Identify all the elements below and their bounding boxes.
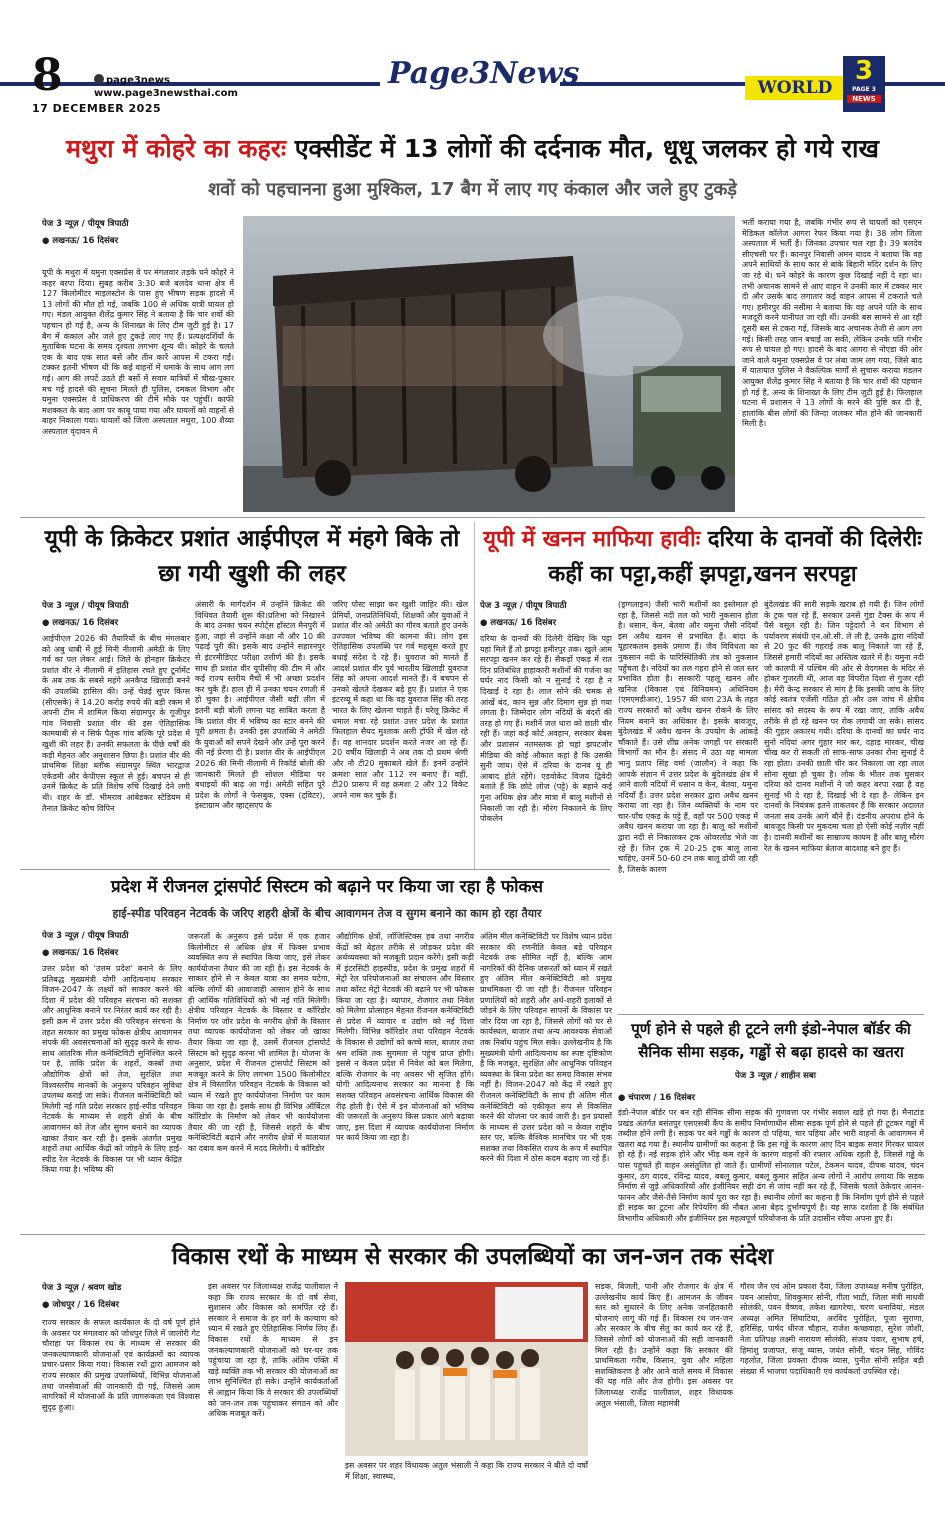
vikas-col-1: राज्य सरकार के सफल कार्यकाल के दो वर्ष पूर्ण होने के अवसर पर मंगलवार को जोधपुर जिले में जालोरी गेट चौराहा पर विकास रथ के माध्यम से सरकार की जनकल्याणकारी योजनाओं एवं कार्यक्रमों का व्यापक प्रचार-प्रसार किया गया। विकास रथों द्वारा आमजन को राज्य सरकार की प्रमुख उपलब्धियों, विभिन्न योजनाओं तथा जनसेवाओं की जानकारी दी गई, जिससे आम नागरिकों में योजनाओं के प्रति जागरूकता एवं विश्वास सुदृढ़ हुआ। bbox=[42, 1318, 200, 1412]
mining-col-1: दरिया के दानवों की दिलेरी देखिए कि पट्टा यहां मिले हैं तो झपट्टा हमीरपुर तक। खुले आम सरपट्टा खनन कर रहे हैं। सैकड़ों एकड़ में रात दिन प्रतिबंधित हाहाकारी मशीनों की गर्जना का घर्घर नाद किसी को न सुनाई दे रहा है न दिखाई दे रहा है। लाल सोने की चमक से आंखें बंद, कान सुन्न और दिमाग सुन्न हो गया लगता है। जिम्मेदार लोग नदियों के बंदरों की तरह हो गए हैं। मशीनें जल धारा को छाती चीर रही हैं। जहां कई कोर्ट अवहान, सरकार बेबस और प्रशासन नतमस्तक हो चहां झपटजोर मीडिया की कोई औकात कहां है कि उसकी सुनी जाय। ऐसे में दरिया के दानव यूं ही आबाद होते रहेंगे। एडवोकेट विजय द्विवेदी बताते हैं कि छोटे लोज (पट्टे) के बहाने कई गुना अधिक क्षेत्र और मात्रा में बालू मशीनों से निकाली जा रही है। मौरंग निकालने के लिए पोकलेन bbox=[480, 634, 612, 824]
masthead bbox=[0, 52, 945, 114]
transport-dateline: ● लखनऊ/ 16 दिसंबर bbox=[42, 948, 119, 958]
social-icon bbox=[94, 74, 104, 84]
cricket-headline: यूपी के क्रिकेटर प्रशांत आईपीएल में मंहगे बिके तो छा गयी खुशी की लहर bbox=[44, 526, 460, 587]
transport-subheadline: हाई-स्पीड परिवहन नेटवर्क के जरिए शहरी क्षेत्रों के बीच आवागमन तेज व सुगम बनाने का काम हो रहा तैयार bbox=[112, 907, 542, 920]
vikas-col-2: इस अवसर पर जिलाध्यक्ष राजेंद्र पालीवाल ने कहा कि राज्य सरकार के दो वर्ष सेवा, सुशासन और विकास को समर्पित रहे हैं। सरकार ने समाज के हर वर्ग के कल्याण को ध्यान में रखते हुए ऐतिहासिक निर्णय लिए हैं। विकास रथों के माध्यम से इन जनकल्याणकारी योजनाओं को घर-घर तक पहुंचाया जा रहा है, ताकि अंतिम पंक्ति में खड़े व्यक्ति तक भी सरकार की योजनाओं का लाभ सुनिश्चित हो सके। उन्होंने कार्यकर्ताओं से आह्वान किया कि वे सरकार की उपलब्धियों को जन-जन तक पहुंचाकर संगठन को और अधिक मजबूत करें। bbox=[208, 1282, 338, 1419]
mining-headline-black: दरिया के दानवों की दिलेरीः कहीं का पट्टा,कहीं झपट्टा,खनन सरपट्टा bbox=[548, 527, 922, 587]
issue-date: 17 DECEMBER 2025 bbox=[32, 102, 162, 115]
lead-subheadline: शवों को पहचानना हुआ मुश्किल, 17 बैग में लाए गए कंकाल और जले हुए टुकड़े bbox=[208, 179, 737, 200]
transport-col-2: जरूरतों के अनुरूप इसे प्रदेश में एक हजार किलोमीटर से अधिक क्षेत्र में फिक्स प्रभाव व्यवस्थित रूप से स्थापित किया जाए, इसे लेकर कार्ययोजना तैयार की जा रही है। इस नेटवर्क के साकार होने से न केवल यात्रा का समय घटेगा, बल्कि लोगों की आवाजाही आसान होने के साथ ही आर्थिक गतिविधियों को भी नई गति मिलेगी। क्षेत्रीय परिवहन नेटवर्क के विस्तार व कॉरिडोर निर्माण पर जोर प्रदेश के नगरीय क्षेत्रों के विस्तार तथा व्यापक कार्ययोजना को लेकर जो खाका तैयार किया जा रहा है, उसमें रीजनल ट्रांसपोर्ट सिस्टम को सुदृढ़ करना भी शामिल है। योजना के अनुसार, प्रदेश में रीजनल ट्रांसपोर्ट सिस्टम को मजबूत करने के लिए लगभग 1500 किलोमीटर क्षेत्र में विस्तारित परिवहन नेटवर्क के विकास को ध्यान में रखते हुए कार्ययोजना निर्माण पर काम किया जा रहा है। इसके साथ ही विभिन्न ऑर्बिटल कॉरिडोर के निर्माण को लेकर भी कार्ययोजना तैयार की जा रही है, जिससे शहरों के बीच कनेक्टिविटी बढ़ाने और नगरीय क्षेत्रों में यातायात का दबाव कम करने में मदद मिलेगी। ये कॉरिडोर bbox=[188, 932, 330, 1153]
logo: Page3News bbox=[380, 56, 560, 91]
lead-photo-burnt-bus bbox=[243, 216, 735, 512]
lead-headline-red: मथुरा में कोहरे का कहरः bbox=[66, 134, 287, 163]
section-label: WORLD bbox=[745, 76, 845, 100]
border-body: इंडो-नेपाल बॉर्डर पर बन रही सैनिक सीमा सड़क की गुणवत्ता पर गंभीर सवाल खड़े हो गया है। मैनाटांड़ प्रखंड अंतर्गत बसंतपुर एसएसबी कैंप के समीप निर्माणाधीन सीमा सड़क पूर्ण होने से पहले ही टूटकर गड्ढों में तब्दील होने लगी है। सड़क पर बने गड्ढों के कारण दो पहिया, चार पहिया और भारी वाहनों के आवागमन में खतरा बढ़ गया है। स्थानीय ग्रामीणों का कहना है कि इस गड्ढे के कारण आए दिन बाइक सवार गिरकर घायल हो रहे हैं। नई सड़क होने और भीड़ कम रहने के कारण वाहनों की रफ्तार अधिक रहती है, जिससे गड्ढे के पास पहुंचते ही वाहन असंतुलित हो जाते हैं। ग्रामीणों सोनालाल पटेल, टेकमन यादव, दीपक यादव, चंदन कुमार, ठग यादव, रविन्द्र यादव, बबलू कुमार, बबलू कुमार सहित अन्य लोगों ने आरोप लगाया कि सड़क निर्माण से जुड़े अधिकारियों और इंजीनियर सही ढंग से जांच नहीं कर रहे हैं, जिसके चलते ठेकेदार आनन-फानन और जैसे-तैसे निर्माण कार्य पूरा कर रहा है। स्थानीय लोगों का कहना है कि निर्माण पूर्ण होने से पहले ही सड़क का टूटना और रिपेयरिंग की नौबत आना बेहद दुर्भाग्यपूर्ण है। यह साफ दर्शाता है कि संबंधित विभागीय अधिकारी और इंजीनियर इस महत्वपूर्ण परियोजना के प्रति उदासीन रवैया अपना हुए हैं। bbox=[618, 1108, 924, 1223]
mining-byline-block bbox=[480, 600, 620, 631]
lead-byline-block bbox=[42, 218, 242, 249]
vikas-col-3: सड़क, बिजली, पानी और रोजगार के क्षेत्र में उल्लेखनीय कार्य किए हैं। आमजन के जीवन स्तर को सुधारने के लिए अनेक जनहितकारी योजनाएं लागू की गई हैं। विकास रथ जन-जन और सरकार के बीच सेतु का कार्य कर रहे हैं, जिससे लोगों को योजनाओं की सही जानकारी मिल रही है। उन्होंने कहा कि सरकार की प्राथमिकता गरीब, किसान, युवा और महिला सशक्तिकरण है और आने वाले समय में विकास की यह गति और तेज होगी। इस अवसर पर जिलाध्यक्ष राजेंद्र पालीवाल, शहर विधायक अतुल भंसाली, जिला महामंत्री bbox=[595, 1282, 733, 1408]
transport-byline: पेज 3 न्यूज़ / पीयूष त्रिपाठी bbox=[42, 931, 129, 941]
mining-byline: पेज 3 न्यूज़ / पीयूष त्रिपाठी bbox=[480, 601, 567, 611]
brand-badge bbox=[843, 56, 885, 112]
cricket-bottom-rule bbox=[20, 869, 610, 870]
cricket-col-3: जरिए पोस्ट साझा कर खुशी जाहिर की। खेल प्रेमियों, जनप्रतिनिधियों, शिक्षकों और युवाओं ने प्रशांत वीर को अमेठी का गौरव बताते हुए उनके उज्ज्वल भविष्य की कामना की। लोग इस ऐतिहासिक उपलब्धि पर गर्व महसूस करते हुए बधाई संदेश दे रहे हैं। युवराज को मानते हैं आदर्श प्रशांत वीर पूर्व भारतीय खिलाड़ी युवराज सिंह को अपना आदर्श मानते हैं। वे बचपन से उनको खेलते देखकर बड़े हुए हैं। प्रशांत ने एक इंटरव्यू में कहा था कि वह युवराज सिंह की तरह भारत के लिए खेलना चाहते हैं। घरेलू क्रिकेट में धमाल मचा रहे प्रशांत उत्तर प्रदेश के प्रशांत फिलहाल सैयद मुश्ताक अली ट्रॉफी में खेल रहे हैं। वह शानदार प्रदर्शन करते नजर आ रहे हैं। 20 वर्षीय खिलाड़ी ने अब तक दो प्रथम श्रेणी और नौ टी20 मुकाबले खेले हैं। इनमें उन्होंने क्रमशः सात और 112 रन बनाए हैं। वहीं, टी20 प्रारूप में वह क्रमशः 2 और 12 विकेट अपने नाम कर चुके हैं। bbox=[332, 600, 468, 800]
cricket-col-2: अंसारी के मार्गदर्शन में उन्होंने क्रिकेट की विधिवत तैयारी शुरू की।प्रतिभा को निखारने के बाद उनका चयन स्पोर्ट्स हॉस्टल मैनपुरी में हुआ, जहां से उन्होंने कक्षा नौ और 10 की पढ़ाई पूरी की। इसके बाद उन्होंने सहारनपुर से इंटरमीडिएट परीक्षा उत्तीर्ण की है। इसके साथ ही प्रशांत वीर यूपीसीए की टीम में और कई राज्य स्तरीय मैचों में भी अच्छा प्रदर्शन कर चुके हैं। हाल ही में उनका चयन रणजी में हो चुका है। आईपीएल जैसी बड़ी लीग में इतनी बड़ी बोली लगना यह साबित करता है कि प्रशांत वीर में भविष्य का स्टार बनने की पूरी क्षमता है। उनकी इस उपलब्धि ने अमेठी के युवाओं को सपने देखने और उन्हें पूरा करने की नई प्रेरणा दी है। प्रशांत वीर के आईपीएल 2026 की मिनी नीलामी में रिकॉर्ड बोली की जानकारी मिलते ही सोशल मीडिया पर बधाइयों की बाढ़ आ गई। अमेठी सहित पूरे प्रदेश के लोगों ने फेसबुक, एक्स (ट्विटर), इंस्टाग्राम और व्हाट्सएप के bbox=[195, 600, 325, 811]
lead-dateline: ● लखनऊ/ 16 दिसंबर bbox=[42, 236, 119, 246]
site-url[interactable]: www.page3newsthai.com bbox=[94, 88, 238, 99]
cricket-byline: पेज 3 न्यूज़ / पीयूष त्रिपाठी bbox=[42, 601, 129, 611]
lead-headline bbox=[20, 132, 925, 166]
lead-bottom-rule bbox=[20, 517, 925, 518]
lead-headline-black: एक्सीडेंट में 13 लोगों की दर्दनाक मौत, धूधू जलकर हो गये राख bbox=[286, 134, 879, 163]
mining-col-2: (ड्रग्गलाइन) जैसी भारी मशीनों का इस्तेमाल हो रहा है, जिससे नदी तल को भारी नुकसान होता है। धसान, केन, बेतवा और यमुना जैसी नदियाँ इस अवैध खनन से प्रभावित हैं। बांदा के यूहारकलम इसके प्रमाण हैं। जैव विविधता का नुकसान नदी के पारिस्थितिकी तंत्र को नुकसान पहुँचता है। नदियों का तल गहरा होने से जल स्तर प्रभावित होता है। सरकारी पहलू खनन और खनिज (विकास एवं विनियमन) अधिनियम (एमएमडीआर), 1957 की धारा 23A के तहत राज्य सरकारों को अवैध खनन रोकने के लिए नियम बनाने का अधिकार है। इसके बावजूद, बुंदेलखंड में अवैध खनन के उपयोग के आंकड़े चौंकाते हैं। उसे शीघ्र अनेक जगहों पर सरकारी विभागों का मौन है। संसद में उठा यह मामला भानु प्रताप सिंह वर्मा (जालौन) ने कहा कि आपके संज्ञान में उत्तर प्रदेश के बुंदेलखंड क्षेत्र में आने वाली नदियों में धसान व केन, बेतवा, यमुना नदियाँ हैं। उत्तर प्रदेश सरकार द्वारा अवैध खनन कराया जा रहा है। जिन व्यक्तियों के नाम पर चार-पाँच एकड़ के पट्टे हैं, वहाँ पर 500 एकड़ में अवैध खनन कराया जा रहा है। बालू को मशीनों द्वारा नदी से निकालकर ट्रक ओवरलोड भेजे जा रहे हैं। जिन ट्रक में 20-25 ट्रक बालू लाना चाहिए, उनमें 50-60 टन तक बालू ढोयी जा रही है, जिसके कारण bbox=[618, 600, 758, 874]
transport-byline-block bbox=[42, 930, 192, 961]
mining-bottom-rule bbox=[618, 1014, 924, 1015]
transport-headline: प्रदेश में रीजनल ट्रांसपोर्ट सिस्टम को बढ़ाने पर किया जा रहा है फोकस bbox=[110, 877, 544, 897]
mining-headline bbox=[480, 522, 925, 594]
vikas-photo-caption: इस अवसर पर शहर विधायक अतुल भंसाली ने कहा कि राज्य सरकार ने बीते दो वर्षों में शिक्षा, स्वास्थ्य, bbox=[345, 1461, 588, 1481]
cricket-col-1: आईपीएल 2026 की तैयारियों के बीच मंगलवार को अबु धाबी में हुई मिनी नीलामी अमेठी के लिए गर्व का पल लेकर आई। जिले के होनहार क्रिकेटर प्रशांत वीर ने नीलामी में इतिहास रचते हुए टूर्नामेंट के अब तक के सबसे महंगे अनकैप्ड खिलाड़ी बनने की उपलब्धि हासिल की। उन्हें चेन्नई सुपर किंग्स (सीएसके) ने 14.20 करोड़ रुपये की बड़ी रकम में अपनी टीम में शामिल किया संग्रामपुर के गूजीपुर गांव निवासी प्रशांत वीर की इस ऐतिहासिक कामयाबी से न सिर्फ पैतृक गांव बल्कि पूरे प्रदेश में खुशी की लहर है। उनकी सफलता के पीछे वर्षों की कड़ी मेहनत और अनुशासन छिपा है। प्रशांत वीर की प्राथमिक शिक्षा ब्लॉक संग्रामपुर स्थित भारद्वाज एकेडमी और केपीएस स्कूल से हुई। बचपन से ही उनमें क्रिकेट के प्रति विशेष रुचि दिखाई देने लगी थी। शहर के डॉ. भीमराव आंबेडकर स्टेडियम में तैनात क्रिकेट कोच विपिन bbox=[42, 634, 190, 813]
site-handle: page3news bbox=[94, 74, 170, 86]
mining-col-3: बुंदेलखंड की सारी सड़कें खराब हो गयी हैं। जिन लोगों के ट्रक चल रहे हैं, सरकार उनसे गुंडा टैक्स के रूप में पैसे वसूल रही है। जिन पट्टेदारों ने वन विभाग से पर्यावरण संबंधी एन.ओ.सी. ले ली है, उनके द्वारा नदियों से 20 फुट की गहराई तक बालू निकाले जा रहे हैं, जिससे हमारी नदियों का अस्तित्व खतरे में है। यमुना नदी जो कालपी में पश्चिम की ओर से वेदगमस के मंदिर से होकर गुजरती थी, आज वह विपरीत दिशा से गुजर रही है। मेरी केन्द्र सरकार से मांग है कि इसकी जांच के लिए कोई स्वतंत्र एजेंसी गठित हो और उस जांच में क्षेत्रीय सांसद को सदस्य के रूप में रखा जाए, ताकि अवैध तरीके से हो रहे खनन पर रोक लगायी जा सके। सांसद की गुहार अकारथ गयी। दरिया के दानवों का घर्घर नाद सुनो नदियां अगर गुहार मार कर, दहाड़ मारकर, चीख चीख कर रो सकती तो साफ-साफ उनका रोना सुनाई दे रहा होता। उनकी छाती चीर कर निकाला जा रहा लाल सोना सूखा हो चुका है। लोक के भीतर तक घुसकर दरिया को दानव मशीनों ने जो कहर बरपा रखा है वह सुनाई भी दे रहा है, दिखाई भी दे रहा है- लेकिन इन दानवों के नियंत्रक इतने ताकतवर हैं कि सरकार अदालत जनता सब उनके आगे बौने हैं। दंडनीय अपराध होने के बावजूद किसी पर मुकदमा चला हो ऐसी कोई नज़ीर नहीं है। दानवी मशीनों का साम्राज्य कायम है और बालू मौरंग रेत के खनन माफिया बेताज बादशाह बने हुए हैं। bbox=[764, 600, 924, 853]
vikas-byline-block bbox=[42, 1282, 192, 1313]
border-headline: पूर्ण होने से पहले ही टूटने लगी इंडो-नेपाल बॉर्डर की सैनिक सीमा सड़क, गड्ढों से बढ़ा हादसे का खतरा bbox=[631, 1020, 911, 1061]
badge-bottom: NEWS bbox=[847, 95, 881, 103]
border-byline: पेज 3 न्यूज़ / शाहीन सबा bbox=[735, 1071, 816, 1081]
page-number: 8 bbox=[32, 50, 63, 101]
lead-body-left: यूपी के मथुरा में यमुना एक्सप्रेस वे पर मंगलवार तड़के घने कोहरे ने कहर बरपा दिया। सुबह करीब 3:30 बजे बलदेव थाना क्षेत्र में 127 किलोमीटर माइलस्टोन के पास हुए भीषण सड़क हादसे में 13 लोगों की मौत हो गई, जबकि 100 से अधिक यात्री घायल हो गए। मंडल आयुक्त शैलेंद्र कुमार सिंह ने बताया है कि चार शवों की पहचान हो गई है, अन्य के शिनाख्त के लिए टीम जुटी हुई है। 17 बैग में कंकाल और जले हुए टुकड़े लाए गए हैं। प्रत्यक्षदर्शियों के मुताबिक घटना के समय दृश्यता लगभग शून्य थी। कोहरे के चलते एक के बाद एक सात बसें और तीन कारें आपस में टकरा गईं। टक्कर इतनी भीषण थी कि कई वाहनों में धमाके के साथ आग लग गई। आग की लपटें उठते ही बसों में सवार यात्रियों में चीख-पुकार मच गई हादसे की सूचना मिलते ही पुलिस, दमकल विभाग और यमुना एक्सप्रेस वे प्राधिकरण की टीमें मौके पर पहुंचीं। काफी मशक्कत के बाद आग पर काबू पाया गया और घायलों को वाहनों से बाहर निकाला गया। घायलों को जिला अस्पताल मथुरा, 100 शैय्या अस्पताल वृंदावन में bbox=[42, 268, 234, 436]
lead-body-right: भर्ती कराया गया है, जबकि गंभीर रूप से घायलों को एसएन मेडिकल कॉलेज आगरा रेफर किया गया है। 38 लोग जिला अस्पताल में भर्ती हैं। जिनका उपचार चल रहा है। 39 बलदेव सीएचसी पर हैं। कानपुर निवासी अमन यादव ने बताया कि वह अपने साथियों के साथ कार से बांके बिहारी मंदिर दर्शन के लिए जा रहे थे। घने कोहरे के कारण कुछ दिखाई नहीं दे रहा था। तभी अचानक सामने से आए वाहन ने उनकी कार में टक्कर मार दी और उसके बाद लगातार कई वाहन आपस में टकराते चले गए। हमीरपुर की नसीमा ने बताया कि वह अपने पति के साथ मजदूरी करने पानीपत जा रही थीं। उनकी बस सामने से आ रही दूसरी बस से टकरा गई, जिसके बाद अचानक तेजी से आग लग गई। किसी तरह जान बचाई जा सकी, लेकिन उनके पति गंभीर रूप से घायल हो गए। हादसे के बाद आगरा से नोएडा की ओर जाने वाले यमुना एक्सप्रेस वे पर लंबा जाम लग गया, जिसे बाद में यातायात पुलिस ने वैकल्पिक मार्गों से सुचारू कराया मंडलन आयुक्त शैलेंद्र कुमार सिंह ने बताया है कि चार शवों की पहचान हो गई है, अन्य के शिनाख्त के लिए टीम जुटी हुई है। फिलहाल घटना में प्रशासन ने 13 लोगों के मरने की पुष्टि कर दी है, हालांकि बीस लोगों की जिन्दा जलकर मौत होने की जानकारी मिली है। bbox=[742, 218, 922, 429]
transport-bottom-rule bbox=[20, 1234, 925, 1235]
cricket-dateline: ● लखनऊ/ 16 दिसंबर bbox=[42, 618, 119, 628]
mid-column-rule bbox=[474, 522, 475, 870]
badge-top: PAGE 3 bbox=[852, 86, 876, 93]
vikas-headline: विकास रथों के माध्यम से सरकार की उपलब्धियों का जन-जन तक संदेश bbox=[171, 1244, 774, 1270]
transport-col-3: औद्योगिक क्षेत्रों, लॉजिस्टिक्स हब तथा नगरीय केंद्रों को बेहतर तरीके से जोड़कर प्रदेश की अर्थव्यवस्था को मजबूती प्रदान करेंगे। इसी कड़ी में इंटरसिटी हाइस्पीड, प्रदेश के प्रमुख शहरों में मेट्रो रेल परियोजनाओं का संचालन और विस्तार तथा कॉरट मेट्रो नेटवर्क की बढ़ाने पर भी फोकस किया जा रहा है। व्यापार, रोजगार तथा निवेश को मिलेगा प्रोत्साहन मेहनत रीजनल कनेक्टिविटी से प्रदेश में व्यापार व उद्योग को नई दिशा मिलेगी। विभिन्न कॉरिडोर तथा परिवहन नेटवर्क के विकास से उद्योगों को कच्चे माल, बाजार तथा श्रम शक्ति तक सुगमता से पहुंच प्राप्त होगी। इससे न केवल प्रदेश में निवेश को बल मिलेगा, बल्कि रोजगार के नए अवसर भी सृजित होंगे। योगी आदित्यनाथ सरकार का मानना है कि सशक्त परिवहन अवसंरचना आर्थिक विकास की रीढ़ होती है। ऐसे में इन योजनाओं को भविष्य की जरूरतों के अनुरूप किस प्रकार आगे बढ़ाया जाए, इस दिशा में व्यापक कार्ययोजना निर्माण पर कार्य किया जा रहा है। bbox=[336, 932, 474, 1143]
badge-number: 3 bbox=[854, 56, 874, 86]
vikas-col-4: गौरव जैन एवं ओम प्रकाश दैया, जिला उपाध्यक्ष मनीष पुरोहित, पवन आसोपा, शिवकुमार सोनी, गीता भाटी, जिला मंत्री माधवी सोलंकी, पवन वैष्णव, तकेश खागरेचा, चरण धनावियां, मंडल अध्यक्ष अमित सिंघाटिया, अरविंद पुरोहित, पूजा सुराणा, हरिसिंह, पार्षद धीरज चौहान, राजेश कच्छवाहा, सुरेश जोशी, नेता प्रतिपक्ष लक्ष्मी नारायण सोलंकी, संजय पंवार, सुभाष हर्ष, हिमांशु प्रजापत, संजू व्यास, जयंत सोनी, चंदन सिंह, गोविंद गहलोत, जिला प्रवक्ता दीपक व्यास, पुनीत सोनी सहित बड़ी संख्या में भाजपा पदाधिकारी एवं कार्यकर्ता उपस्थित रहे। bbox=[740, 1282, 924, 1376]
mining-dateline: ● लखनऊ/ 16 दिसंबर bbox=[480, 618, 557, 628]
burnt-bus-illustration bbox=[243, 216, 735, 512]
rally-illustration bbox=[345, 1282, 588, 1456]
transport-col-1: उत्तर प्रदेश को 'उत्तम प्रदेश' बनाने के लिए प्रतिबद्ध मुख्यमंत्री योगी आदित्यनाथ सरकार विजन-2047 के लक्ष्यों को साकार करने की दिशा में प्रदेश की परिवहन संरचना को सशक्त और आधुनिक बनाने पर निरंतर कार्य कर रही है। इसी क्रम में उत्तर प्रदेश की परिवहन संरचना के तहत सरकार का प्रमुख फोकस क्षेत्रीय आवागमन संपर्क की अवसंरचनाओं को सुदृढ़ करने के साथ-साथ आंतरिक मील कनेक्टिविटी सुनिश्चित करने पर है, ताकि प्रदेश के शहरों, कस्बों तथा औद्योगिक क्षेत्रों को तेज, सुरक्षित तथा विश्वस्तरीय मानकों के अनुरूप परिवहन सुविधा उपलब्ध कराई जा सके। रीजनल कनेक्टिविटी को मिलेगी नई गति प्रदेश सरकार हाई-स्पीड परिवहन नेटवर्क के माध्यम से शहरी क्षेत्रों के बीच आवागमन को तेज और सुगम बनाने का व्यापक खाका तैयार कर रही है। इसके अंतर्गत प्रमुख शहरों तथा आर्थिक केंद्रों को जोड़ने के लिए हाई-स्पीड रेल नेटवर्क के विकास पर भी ध्यान केंद्रित किया गया है। भविष्य की bbox=[42, 964, 182, 1175]
mining-headline-red: यूपी में खनन माफिया हावीः bbox=[483, 527, 701, 552]
border-dateline: ● चंपारण / 16 दिसंबर bbox=[618, 1093, 696, 1103]
cricket-byline-block bbox=[42, 600, 192, 631]
transport-col-4: अंतिम मील कनेक्टिविटी पर विशेष ध्यान प्रदेश सरकार की रणनीति केवल बड़े परिवहन नेटवर्क तक सीमित नहीं है, बल्कि आम नागरिकों की दैनिक जरूरतों को ध्यान में रखते हुए अंतिम मील कनेक्टिविटी को प्रमुख प्राथमिकता दी जा रही है। रीजनल परिवहन प्रणालियों को शहरी और अर्ध-शहरी इलाकों से जोड़ने के लिए परिवहन सापनों के विकास पर जोर दिया जा रहा है, जिससे लोगों को घर से कार्यस्थल, बाजार तथा अन्य आवश्यक सेवाओं तक निर्बाध पहुंच मिल सके। उल्लेखनीय है कि मुख्यमंत्री योगी आदित्यनाथ का स्पष्ट दृष्टिकोण है कि मजबूत, सुरक्षित और आधुनिक परिवहन व्यवस्था के बिना प्रदेश का समग्र विकास संभव नहीं है। विजन-2047 को केंद्र में रखते हुए रीजनल कनेक्टिविटी के साथ ही अंतिम मील कनेक्टिविटी को एकीकृत रूप से विकसित करने की योजना पर कार्य जारी है। इन प्रयासों के माध्यम से उत्तर प्रदेश को न केवल राष्ट्रीय स्तर पर, बल्कि वैश्विक मानचित्र पर भी एक सशक्त तथा विकसित राज्य के रूप में स्थापित करने की दिशा में ठोस कदम बढ़ाए जा रहे हैं। bbox=[480, 932, 612, 1164]
lead-byline: पेज 3 न्यूज़ / पीयूष त्रिपाठी bbox=[42, 219, 129, 229]
vikas-byline: पेज 3 न्यूज़ / श्रवण खोड bbox=[42, 1283, 122, 1293]
vikas-photo-rally bbox=[345, 1282, 588, 1456]
vikas-dateline: ● जोधपुर / 16 दिसंबर bbox=[42, 1300, 120, 1310]
